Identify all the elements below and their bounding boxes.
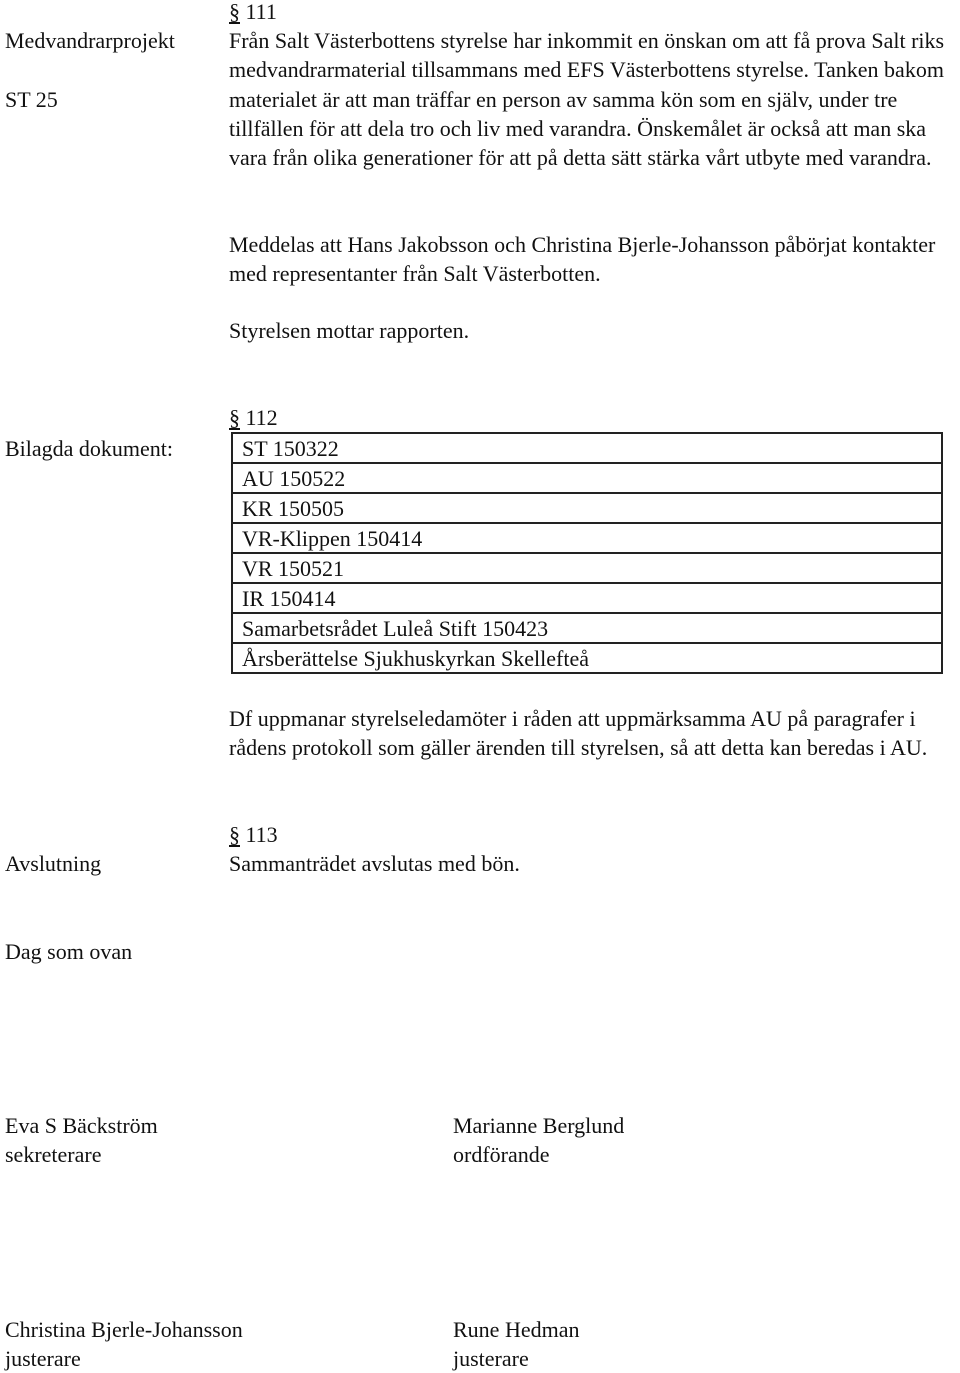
section-112-note: Df uppmanar styrelseledamöter i råden att uppmärksamma AU på paragrafer i rådens protokoll som gäller ärenden till styrelsen, så att detta kan beredas i AU. [229, 706, 928, 761]
section-112-number [229, 403, 278, 432]
section-113-text: Sammanträdet avslutas med bön. [229, 851, 520, 876]
section-111-ref: ST 25 [5, 87, 58, 112]
section-111-decision: Styrelsen mottar rapporten. [229, 318, 470, 343]
signature-name: Eva S Bäckström [5, 1113, 158, 1138]
document-row: IR 150414 [233, 584, 941, 614]
section-number: 112 [245, 405, 278, 430]
document-row: Samarbetsrådet Luleå Stift 150423 [233, 614, 941, 644]
section-111-number [229, 0, 277, 26]
section-symbol: § [229, 822, 240, 847]
document-row: VR 150521 [233, 554, 941, 584]
section-number: 111 [245, 0, 277, 24]
signature-name: Christina Bjerle-Johansson [5, 1317, 243, 1342]
document-row: ST 150322 [233, 434, 941, 464]
signature-name: Rune Hedman [453, 1317, 580, 1342]
section-112-heading: Bilagda dokument: [5, 436, 174, 461]
attached-documents-table [231, 432, 943, 674]
section-number: 113 [245, 822, 278, 847]
signature-role: justerare [5, 1346, 81, 1371]
signature-name: Marianne Berglund [453, 1113, 625, 1138]
section-111-paragraph-1: Från Salt Västerbottens styrelse har inkommit en önskan om att få prova Salt riks medvandrarmaterial tillsammans med EFS Västerbottens styrelse. Tanken bakom materialet är att man träffar en person av samma kön som en själv, under tre tillfällen för att dela tro och liv med varandra. Önskemålet är också att man ska vara från olika generationer för att på detta sätt stärka vårt utbyte med varandra. [229, 28, 945, 171]
section-113-heading: Avslutning [5, 851, 102, 876]
signature-role: sekreterare [5, 1142, 102, 1167]
document-row: KR 150505 [233, 494, 941, 524]
document-row: Årsberättelse Sjukhuskyrkan Skellefteå [242, 646, 590, 671]
document-row: VR-Klippen 150414 [233, 524, 941, 554]
section-111-heading: Medvandrarprojekt [5, 28, 175, 53]
date-line: Dag som ovan [5, 939, 133, 964]
signature-role: ordförande [453, 1142, 550, 1167]
section-113-number [229, 820, 278, 849]
section-111-paragraph-2: Meddelas att Hans Jakobsson och Christina Bjerle-Johansson påbörjat kontakter med representanter från Salt Västerbotten. [229, 232, 936, 287]
section-symbol: § [229, 0, 240, 24]
document-row: AU 150522 [233, 464, 941, 494]
section-symbol: § [229, 405, 240, 430]
signature-role: justerare [453, 1346, 529, 1371]
